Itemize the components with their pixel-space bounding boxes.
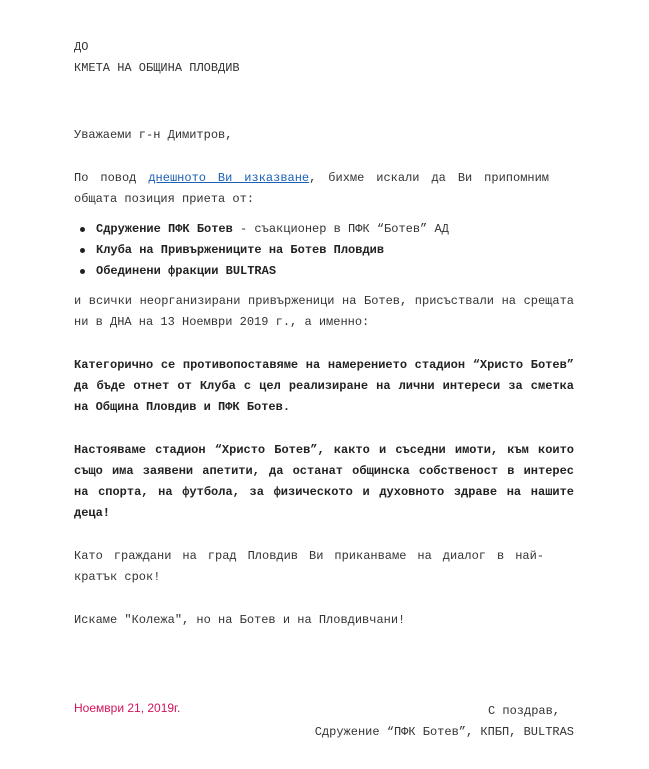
intro-after-link: , бихме искали да Ви припомним общата позиция приета от:	[74, 171, 549, 206]
statement-paragraph-1: Категорично се противопоставяме на намерението стадион “Христо Ботев” да бъде отнет от Клуба с цел реализиране на лични интереси за сметка на Община Пловдив и ПФК Ботев.	[74, 358, 574, 414]
list-item	[96, 219, 574, 240]
statement-paragraph-2: Настояваме стадион “Христо Ботев”, както и съседни имоти, към които също има заявени апетити, да останат общинска собственост в интерес на спорта, на футбола, за физическото и духовното здраве на нашите деца!	[74, 443, 574, 520]
slogan: Искаме "Колежа", но на Ботев и на Пловдивчани!	[74, 613, 406, 627]
letter-date: Ноември 21, 2019г.	[74, 701, 181, 715]
recipient-line-1: ДО	[74, 40, 89, 54]
recipient-line-2: КМЕТА НА ОБЩИНА ПЛОВДИВ	[74, 61, 240, 75]
organizations-list	[74, 219, 574, 282]
greeting: Уважаеми г-н Димитров,	[74, 128, 233, 142]
intro-paragraph	[74, 168, 549, 210]
list-item	[96, 261, 574, 282]
dialog-paragraph: Като граждани на град Пловдив Ви приканваме на диалог в най-кратък срок!	[74, 549, 544, 584]
organization-name: Клуба на Привържениците на Ботев Пловдив	[96, 243, 385, 257]
statement-link[interactable]: днешното Ви изказване	[148, 171, 310, 185]
closing-line: С поздрав,	[487, 704, 560, 718]
attendees-paragraph: и всички неорганизирани привърженици на Ботев, присъствали на срещата ни в ДНА на 13 Ноември 2019 г., а именно:	[74, 294, 574, 329]
letter-body	[74, 37, 574, 631]
list-item	[96, 240, 574, 261]
organization-name: Сдружение ПФК Ботев	[96, 222, 233, 236]
organization-suffix: - съакционер в ПФК “Ботев” АД	[232, 222, 449, 236]
signature: Сдружение “ПФК Ботев”, КПБП, BULTRAS	[314, 725, 574, 739]
organization-name: Обединени фракции BULTRAS	[96, 264, 277, 278]
intro-before-link: По повод	[74, 171, 149, 185]
